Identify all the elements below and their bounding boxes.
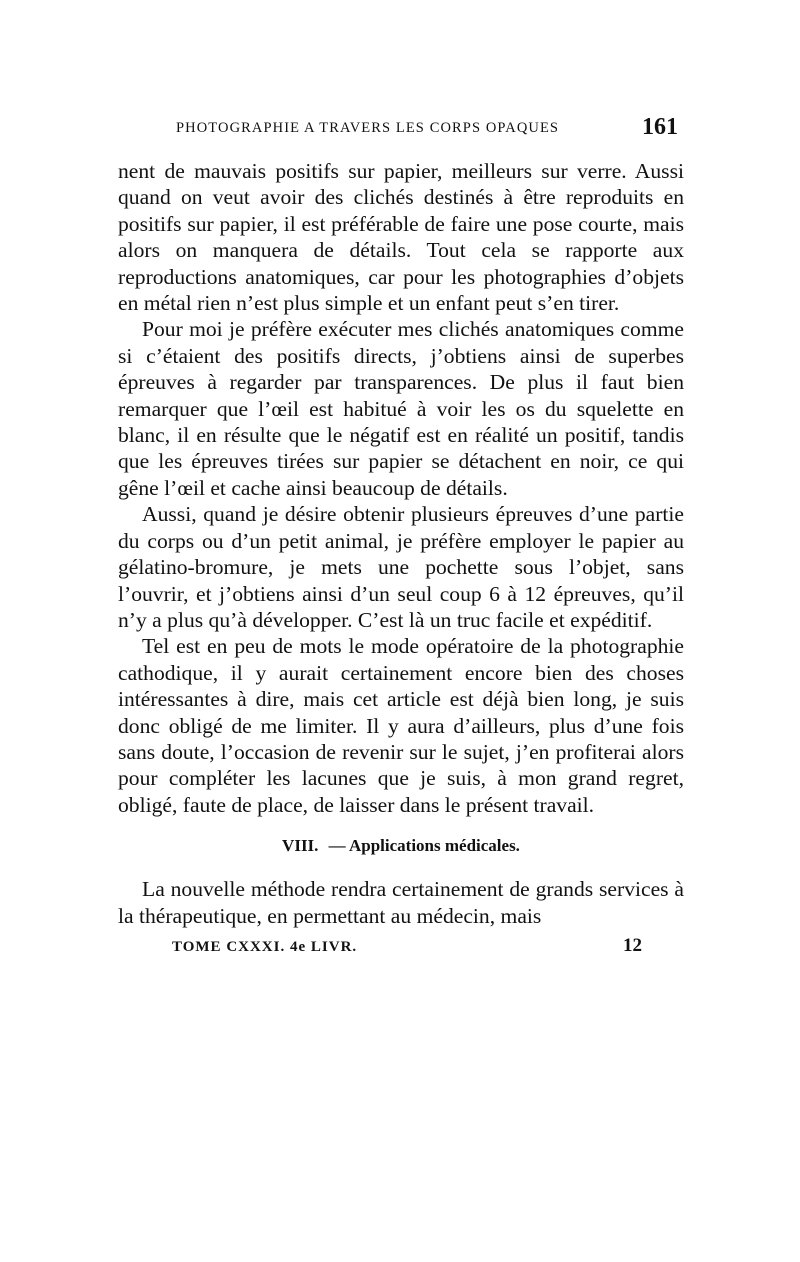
running-title: PHOTOGRAPHIE A TRAVERS LES CORPS OPAQUES: [176, 120, 560, 136]
running-head: [118, 112, 684, 144]
paragraph-3: Aussi, quand je désire obtenir plusieurs épreuves d’une partie du corps ou d’un petit animal, je préfère employer le papier au gélatino-bromure, je mets une pochette sous l’objet, sans l’ouvrir, et j’obtiens ainsi d’un seul coup 6 à 12 épreuves, qu’il n’y a plus qu’à développer. C’est là un truc facile et expéditif.: [118, 502, 684, 632]
paragraph-4: Tel est en peu de mots le mode opératoire de la photographie cathodique, il y aurait certainement encore bien des choses intéressantes à dire, mais cet article est déjà bien long, je suis donc obligé de me limiter. Il y aura d’ailleurs, plus d’une fois sans doute, l’occasion de revenir sur le sujet, j’en profiterai alors pour compléter les lacunes que je suis, à mon grand regret, obligé, faute de place, de laisser dans le présent travail.: [118, 634, 684, 817]
footer: [118, 935, 684, 963]
section-title: — Applications médicales.: [328, 836, 520, 856]
section-number: VIII.: [282, 836, 319, 856]
page-number: 161: [642, 114, 678, 140]
paragraph-1: nent de mauvais positifs sur papier, meilleurs sur verre. Aussi quand on veut avoir des clichés destinés à être reproduits en positifs sur papier, il est préférable de faire une pose courte, mais alors on manquera de détails. Tout cela se rapporte aux reproductions anatomiques, car pour les photographies d’objets en métal rien n’est plus simple et un enfant peut s’en tirer.: [118, 159, 684, 316]
book-page: [118, 112, 684, 963]
section-heading: [118, 836, 684, 856]
paragraph-2: Pour moi je préfère exécuter mes clichés anatomiques comme si c’étaient des positifs directs, j’obtiens ainsi de superbes épreuves à regarder par transparences. De plus il faut bien remarquer que l’œil est habitué à voir les os du squelette en blanc, il en résulte que le négatif est en réalité un positif, tandis que les épreuves tirées sur papier se détachent en noir, ce qui gêne l’œil et cache ainsi beaucoup de détails.: [118, 317, 684, 500]
signature-mark: 12: [623, 934, 642, 956]
paragraph-5: La nouvelle méthode rendra certainement de grands services à la thérapeutique, en permettant au médecin, mais: [118, 877, 684, 928]
volume-mark: TOME CXXXI. 4e LIVR.: [172, 938, 358, 955]
body-text: [118, 158, 684, 929]
